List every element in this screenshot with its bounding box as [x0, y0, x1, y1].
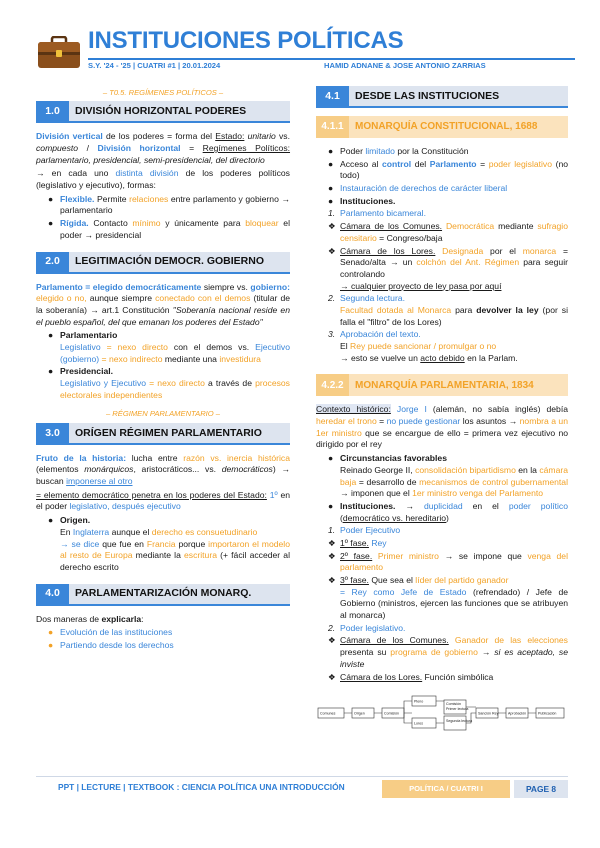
list-item: ❖ 3º fase. Que sea el líder del partido ganador = Rey como Jefe de Estado (refrendado) / Jefe de Gobierno (ministros, ejercen las funciones que se atribuyen al monarca): [328, 575, 568, 621]
list-item: ❖ 1º fase. Rey: [328, 537, 387, 548]
list-item: 2. Segunda lectura. Facultad dotada al Monarca para devolver la ley (por si falla el "filtro" de los Lores): [328, 293, 568, 327]
list-item: ● Instituciones. → duplicidad en el poder político (democrático vs. hereditario): [328, 500, 568, 523]
flow-label: Primer lectura: [446, 707, 469, 712]
section-number: 3.0: [36, 423, 69, 443]
paragraph: Contexto histórico: Jorge I (alemán, no sabía inglés) debía heredar el trono = no puede gestionar los asuntos → nombra a un 1er ministro que se encargue de ello = primera vez ejecutivo no dirigido por el rey: [316, 404, 569, 450]
diamond-bullet-icon: ❖: [328, 221, 336, 232]
numbered-list: [326, 525, 568, 683]
numbered-list: [326, 208, 568, 364]
section-number: 4.0: [36, 584, 69, 604]
flow-label: Comisión: [446, 702, 461, 707]
bullet-list: [326, 453, 568, 524]
title-divider: [88, 58, 575, 60]
bullet-icon: ●: [328, 146, 334, 156]
bullet-icon: ●: [48, 193, 54, 204]
paragraph: = elemento democrático penetra en los poderes del Estado: 1º en el poder legislativo, después ejecutivo: [36, 489, 290, 512]
page-footer: [36, 776, 568, 796]
right-column: [316, 86, 568, 738]
list-item: 2. Poder legislativo.: [328, 622, 406, 633]
bullet-icon: ●: [328, 183, 334, 194]
diamond-bullet-icon: ❖: [328, 537, 336, 548]
list-item: ● Instituciones.: [328, 195, 396, 206]
flow-label: Comunes: [320, 711, 336, 716]
left-column: [36, 86, 290, 653]
paragraph: División vertical de los poderes = forma del Estado: unitario vs. compuesto / División horizontal = Regímenes Políticos: parlamentario, presidencial, semi-presidencial, del directorio: [36, 131, 291, 165]
bullet-list: [46, 330, 290, 401]
authors: HAMID ADNANE & JOSE ANTONIO ZARRIAS: [324, 61, 486, 70]
bullet-icon: ●: [48, 639, 54, 650]
list-item: ❖ Cámara de los Lores. Función simbólica: [328, 671, 494, 682]
flow-label: Publicación: [538, 711, 557, 716]
flow-label: Origen: [354, 711, 365, 716]
list-item: ❖ Cámara de los Comunes. Ganador de las elecciones presenta su programa de gobierno → si es aceptado, se inviste: [328, 635, 568, 669]
section-header-2-0: [36, 252, 290, 274]
section-number: 1.0: [36, 101, 69, 121]
bullet-icon: ●: [48, 515, 54, 526]
list-item: ❖ 2º fase. Primer ministro → se impone que venga del parlamento: [328, 550, 568, 573]
bullet-list: [46, 627, 290, 651]
section-title: LEGITIMACIÓN DEMOCR. GOBIERNO: [75, 255, 264, 268]
bullet-icon: ●: [48, 218, 54, 229]
paragraph: → en cada uno distinta división de los poderes políticos (legislativo y ejecutivo), formas:: [36, 168, 290, 191]
paragraph: Fruto de la historia: lucha entre razón vs. inercia histórica (elementos monárquicos, aristocráticos... vs. democráticos) → buscan imponerse al otro: [36, 452, 291, 487]
subsection-header-4-1-1: [316, 116, 568, 138]
legislative-flow-diagram: [316, 690, 568, 734]
list-item: ❖ Cámara de los Lores. Designada por el monarca = Senado/alta → un colchón del Ant. Régimen para seguir controlando → cualquier proyecto de ley pasa por aquí: [328, 245, 568, 291]
list-item: ● Circunstancias favorables Reinado George II, consolidación bipartidismo en la cámara baja = desarrollo de mecanismos de control gubernamental → imponen que el 1er ministro venga del Parlamento: [328, 453, 568, 499]
footer-course-badge: POLÍTICA / CUATRI I: [382, 780, 510, 798]
flow-label: Lores: [414, 721, 423, 726]
list-item: 3. Aprobación del texto. El Rey puede sancionar / promulgar o no → esto se vuelve un acto debido en la Parlam.: [328, 329, 518, 363]
flow-label: Pleno: [414, 699, 424, 704]
bullet-icon: ●: [328, 195, 334, 206]
list-item: ● Acceso al control del Parlamento = poder legislativo (no todo): [328, 158, 569, 181]
bullet-icon: ●: [328, 453, 334, 464]
bullet-icon: ●: [48, 366, 54, 377]
list-item: ● Partiendo desde los derechos: [48, 639, 174, 650]
paragraph: Parlamento = elegido democráticamente siempre vs. gobierno: elegido o no, aunque siempre conectado con el demos (titular de la soberanía) → art.1 Constitución "Soberanía nacional reside en el pueblo español, del que emanan los poderes del Estado": [36, 281, 290, 327]
list-item: ● Rígida. Contacto mínimo y únicamente para bloquear el poder → presidencial: [48, 218, 290, 240]
list-item: ❖ Cámara de los Comunes. Democrática mediante sufragio censitario = Congreso/baja: [328, 221, 568, 243]
bullet-list: [46, 515, 290, 573]
section-title: PARLAMENTARIZACIÓN MONARQ.: [75, 587, 252, 600]
list-item: ● Poder limitado por la Constitución: [328, 146, 469, 156]
group-label-parlamentario: – RÉGIMEN PARLAMENTARIO –: [105, 409, 221, 419]
section-number: 4.1: [316, 86, 349, 106]
page-header: [30, 22, 575, 74]
section-header-1-0: [36, 101, 290, 123]
section-title: DIVISIÓN HORIZONTAL PODERES: [75, 105, 247, 118]
section-title: ORÍGEN RÉGIMEN PARLAMENTARIO: [75, 426, 262, 439]
flow-label: Sanción Rey: [478, 711, 499, 716]
bullet-list: [326, 146, 568, 207]
subsection-number: 4.1.1: [316, 116, 349, 138]
flow-label: Aprobación: [508, 711, 527, 716]
briefcase-icon: [37, 36, 81, 69]
subsection-header-4-2-2: [316, 374, 568, 396]
subsection-title: MONARQUÍA PARLAMENTARIA, 1834: [355, 379, 534, 391]
section-header-4-0: [36, 584, 290, 606]
diamond-bullet-icon: ❖: [328, 575, 336, 585]
bullet-icon: ●: [328, 500, 334, 511]
subsection-title: MONARQUÍA CONSTITUCIONAL, 1688: [355, 121, 538, 133]
flow-label: Segunda lectura: [446, 719, 473, 724]
list-item: ● Parlamentario Legislativo = nexo directo con el demos vs. Ejecutivo (gobierno) = nexo indirecto mediante una investidura: [48, 330, 290, 364]
section-title: DESDE LAS INSTITUCIONES: [355, 89, 500, 102]
bullet-list: [46, 194, 290, 242]
section-header-4-1: [316, 86, 568, 108]
list-item: ● Origen. En Inglaterra aunque el derecho es consuetudinario → se dice que fue en Francia porque importaron el modelo al resto de Europa mediante la escritura (+ fácil acceder al derecho escrito: [48, 515, 290, 572]
group-label-regimenes: – T0.5. REGÍMENES POLÍTICOS –: [102, 88, 224, 97]
section-header-3-0: [36, 423, 290, 445]
section-number: 2.0: [36, 252, 69, 272]
bullet-icon: ●: [48, 330, 54, 341]
course-meta: S.Y. '24 - '25 | CUATRI #1 | 20.01.2024: [88, 61, 221, 70]
paragraph: Dos maneras de explicarla:: [36, 613, 144, 624]
list-item: ● Presidencial. Legislativo y Ejecutivo = nexo directo a través de procesos electorales independientes: [48, 366, 290, 400]
page-number: PAGE 8: [514, 780, 568, 798]
list-item: ● Evolución de las instituciones: [48, 627, 173, 638]
diamond-bullet-icon: ❖: [328, 245, 336, 256]
list-item: ● Flexible. Permite relaciones entre parlamento y gobierno → parlamentario: [48, 193, 291, 216]
list-item: 1. Parlamento bicameral.: [328, 208, 426, 219]
bullet-icon: ●: [48, 627, 54, 638]
diamond-bullet-icon: ❖: [328, 635, 336, 646]
subsection-number: 4.2.2: [316, 374, 349, 396]
flow-label: Comisión: [384, 711, 399, 716]
diamond-bullet-icon: ❖: [328, 550, 336, 561]
page-title: INSTITUCIONES POLÍTICAS: [88, 27, 404, 54]
list-item: 1. Poder Ejecutivo: [328, 525, 401, 536]
footer-source: PPT | LECTURE | TEXTBOOK : CIENCIA POLÍTICA UNA INTRODUCCIÓN: [58, 782, 345, 792]
diamond-bullet-icon: ❖: [328, 671, 336, 682]
bullet-icon: ●: [328, 158, 334, 169]
list-item: ● Instauración de derechos de carácter liberal: [328, 183, 508, 194]
